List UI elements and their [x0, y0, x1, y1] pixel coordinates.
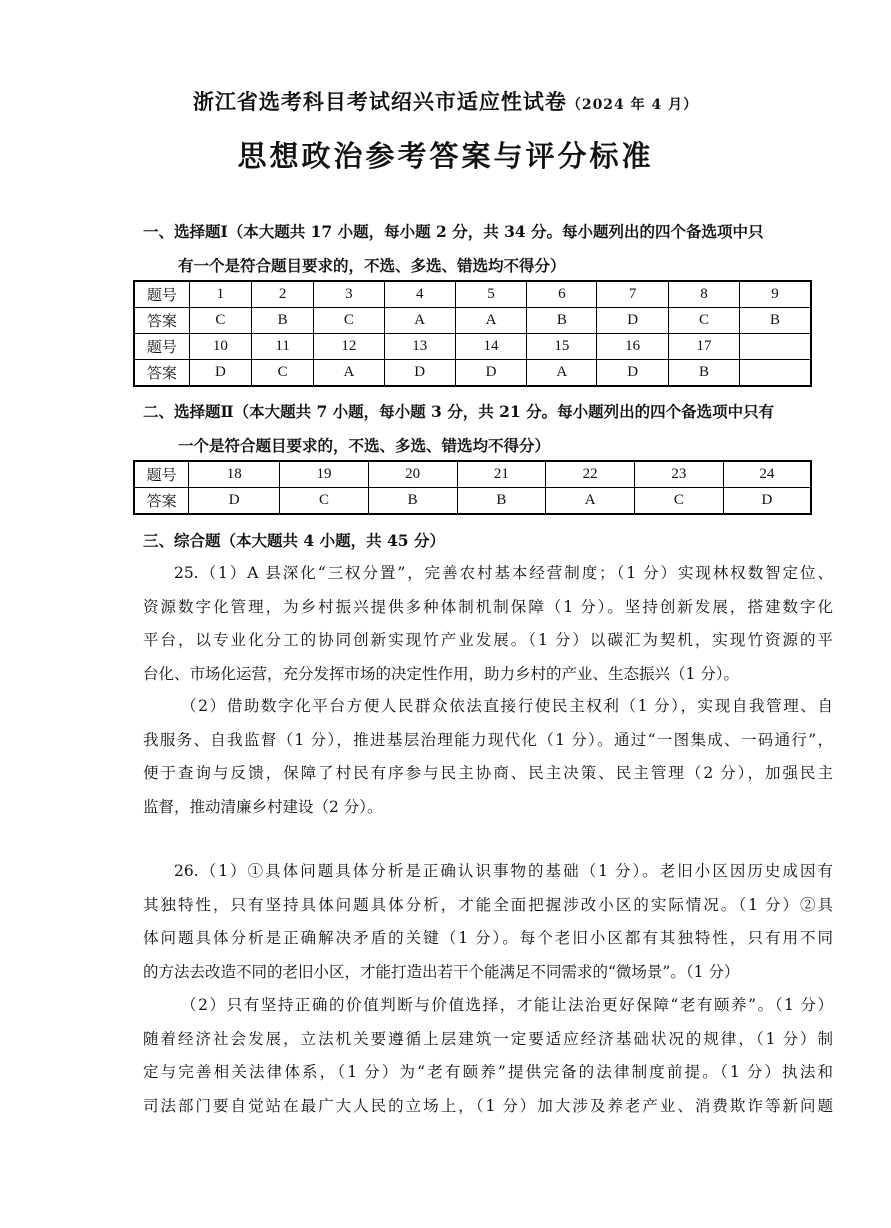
row-header-cell: 题号 [134, 334, 189, 360]
table-cell: C [252, 360, 314, 387]
table-cell: 15 [527, 334, 597, 360]
table-cell: B [740, 308, 811, 334]
q25-part1 [143, 557, 833, 691]
table-cell: 12 [314, 334, 384, 360]
q26-part1 [143, 855, 833, 989]
table-cell: A [314, 360, 384, 387]
section3-heading: 三、综合题（本大题共 4 小题，共 45 分） [143, 531, 445, 550]
section1-answer-table [133, 280, 812, 387]
q25-part2-line: （2）借助数字化平台方便人民群众依法直接行使民主权利（1 分），实现自我管理、自 [181, 697, 833, 715]
table-cell [740, 334, 811, 360]
table-row [134, 308, 811, 334]
table-cell: D [455, 360, 526, 387]
table-cell: C [314, 308, 384, 334]
table-cell: 4 [384, 281, 455, 308]
table-cell: A [527, 360, 597, 387]
exam-title-date: （2024 年 4 月） [566, 97, 699, 113]
q25-part2-line: 我服务、自我监督（1 分），推进基层治理能力现代化（1 分）。通过“一图集成、一码通行”， [143, 730, 833, 749]
row-header-cell: 答案 [134, 360, 189, 387]
table-cell: 8 [668, 281, 739, 308]
q25-part2 [143, 690, 833, 824]
q26-part2-line: （2）只有坚持正确的价值判断与价值选择，才能让法治更好保障“老有颐养”。（1 分） [181, 996, 833, 1014]
q25-part1-line: 台化、市场化运营，充分发挥市场的决定性作用，助力乡村的产业、生态振兴（1 分）。 [143, 664, 740, 683]
table-cell: 16 [597, 334, 668, 360]
row-header-cell: 题号 [134, 461, 189, 488]
q26-part2-line: 随着经济社会发展，立法机关要遵循上层建筑一定要适应经济基础状况的规律，（1 分）制 [143, 1029, 833, 1048]
q25-part1-line: 平台，以专业化分工的协同创新实现竹产业发展。（1 分）以碳汇为契机，实现竹资源的平 [143, 631, 833, 649]
table-cell [740, 360, 811, 387]
table-cell: 1 [189, 281, 251, 308]
table-cell: D [384, 360, 455, 387]
table-cell: 23 [635, 461, 724, 488]
q26-part1-line: 的方法去改造不同的老旧小区，才能打造出若干个能满足不同需求的“微场景”。（1 分） [143, 962, 740, 981]
section1-heading-line1: 一、选择题Ⅰ（本大题共 17 小题，每小题 2 分，共 34 分。每小题列出的四个备选项中只 [143, 222, 764, 241]
table-cell: B [668, 360, 739, 387]
table-cell: B [457, 488, 546, 515]
section1-heading-line2: 有一个是符合题目要求的，不选、多选、错选均不得分） [178, 256, 566, 275]
table-cell: D [597, 308, 668, 334]
table-cell: A [546, 488, 635, 515]
table-cell: B [527, 308, 597, 334]
table-cell: D [597, 360, 668, 387]
table-row [134, 488, 811, 515]
row-header-cell: 答案 [134, 308, 189, 334]
section2-heading-line1: 二、选择题Ⅱ（本大题共 7 小题，每小题 3 分，共 21 分。每小题列出的四个备选项中只有 [143, 402, 775, 421]
answer-key-subtitle: 思想政治参考答案与评分标准 [237, 139, 654, 173]
table-row [134, 334, 811, 360]
table-cell: A [455, 308, 526, 334]
table-cell: D [189, 488, 280, 515]
q26-part1-line: 其独特性，只有坚持具体问题具体分析，才能全面把握涉改小区的实际情况。（1 分）②具 [143, 895, 833, 914]
q26-part2-line: 定与完善相关法律体系，（1 分）为“老有颐养”提供完备的法律制度前提。（1 分）执法和 [143, 1063, 833, 1081]
q25-part2-line: 便于查询与反馈，保障了村民有序参与民主协商、民主决策、民主管理（2 分），加强民主 [143, 764, 833, 782]
q26-part2 [143, 989, 833, 1123]
table-cell: 7 [597, 281, 668, 308]
q26-part2-line: 司法部门要自觉站在最广大人民的立场上，（1 分）加大涉及养老产业、消费欺诈等新问题 [143, 1096, 833, 1115]
table-cell: 18 [189, 461, 280, 488]
table-cell: C [635, 488, 724, 515]
q26-part1-line: 体问题具体分析是正确解决矛盾的关键（1 分）。每个老旧小区都有其独特性，只有用不同 [143, 929, 833, 947]
q25-part1-line: 资源数字化管理，为乡村振兴提供多种体制机制保障（1 分）。坚持创新发展，搭建数字化 [143, 597, 833, 616]
table-cell: B [252, 308, 314, 334]
exam-title [0, 86, 891, 116]
table-cell: 24 [723, 461, 811, 488]
table-cell: 6 [527, 281, 597, 308]
table-cell: C [280, 488, 369, 515]
table-row [134, 281, 811, 308]
table-cell: 14 [455, 334, 526, 360]
table-cell: 13 [384, 334, 455, 360]
q25-part1-line: 25.（1）A 县深化“三权分置”，完善农村基本经营制度；（1 分）实现林权数智定位、 [174, 564, 833, 582]
table-cell: 11 [252, 334, 314, 360]
table-cell: C [668, 308, 739, 334]
table-cell: 9 [740, 281, 811, 308]
table-row [134, 461, 811, 488]
table-cell: 21 [457, 461, 546, 488]
q26-part1-line: 26.（1）①具体问题具体分析是正确认识事物的基础（1 分）。老旧小区因历史成因有 [174, 862, 833, 880]
table-cell: 10 [189, 334, 251, 360]
table-cell: B [368, 488, 457, 515]
row-header-cell: 答案 [134, 488, 189, 515]
table-cell: 3 [314, 281, 384, 308]
table-row [134, 360, 811, 387]
table-cell: D [723, 488, 811, 515]
table-cell: 19 [280, 461, 369, 488]
table-cell: D [189, 360, 251, 387]
exam-title-main: 浙江省选考科目考试绍兴市适应性试卷 [192, 89, 567, 114]
row-header-cell: 题号 [134, 281, 189, 308]
section2-answer-table [133, 460, 812, 515]
table-cell: 17 [668, 334, 739, 360]
table-cell: C [189, 308, 251, 334]
table-cell: 5 [455, 281, 526, 308]
q25-part2-line: 监督，推动清廉乡村建设（2 分）。 [143, 797, 383, 816]
table-cell: 20 [368, 461, 457, 488]
table-cell: A [384, 308, 455, 334]
table-cell: 22 [546, 461, 635, 488]
section2-heading-line2: 一个是符合题目要求的，不选、多选、错选均不得分） [178, 436, 551, 455]
table-cell: 2 [252, 281, 314, 308]
